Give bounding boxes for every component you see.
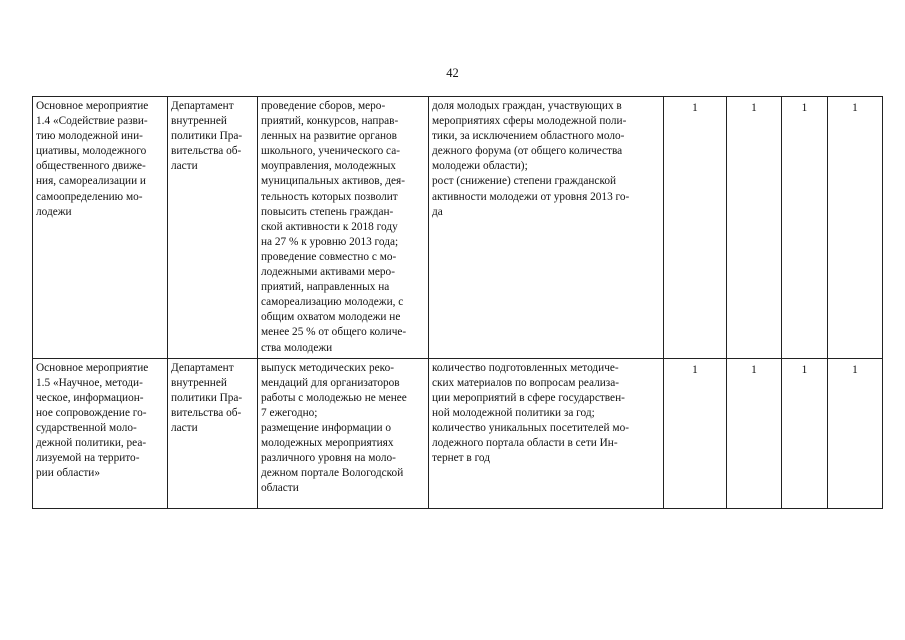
measures-table bbox=[32, 96, 883, 509]
table-row bbox=[33, 358, 883, 508]
value-cell: 1 bbox=[828, 358, 883, 508]
page-number: 42 bbox=[446, 66, 459, 80]
value-cell: 1 bbox=[782, 358, 828, 508]
executor-cell: Департамент внутренней политики Пра- вительства об- ласти bbox=[168, 358, 258, 508]
content-cell: выпуск методических реко- мендаций для организаторов работы с молодежью не менее 7 ежегодно; размещение информации о молодежных мероприятиях различного уровня на моло- дежном портале Вологодской области bbox=[258, 358, 429, 508]
indicators-cell: доля молодых граждан, участвующих в мероприятиях сферы молодежной поли- тики, за исключением областного моло- дежного форума (от общего количества молодежи области); рост (снижение) степени гражданской активности молодежи от уровня 2013 го- да bbox=[429, 97, 664, 359]
value-cell: 1 bbox=[828, 97, 883, 359]
value-cell: 1 bbox=[664, 97, 727, 359]
event-cell: Основное мероприятие 1.5 «Научное, методи- ческое, информацион- ное сопровождение го- сударственной моло- дежной политики, реа- лизуемой на террито- рии области» bbox=[33, 358, 168, 508]
content-cell: проведение сборов, меро- приятий, конкурсов, направ- ленных на развитие органов школьного, ученического са- моуправления, молодежных муниципальных активов, дея- тельность которых позволит повысить степень граждан- ской активности к 2018 году на 27 % к уровню 2013 года; проведение совместно с мо- лодежными активами меро- приятий, направленных на самореализацию молодежи, с общим охватом молодежи не менее 25 % от общего количе- ства молодежи bbox=[258, 97, 429, 359]
event-cell: Основное мероприятие 1.4 «Содействие разви- тию молодежной ини- циативы, молодежного общественного движе- ния, самореализации и самоопределению мо- лодежи bbox=[33, 97, 168, 359]
executor-cell: Департамент внутренней политики Пра- вительства об- ласти bbox=[168, 97, 258, 359]
value-cell: 1 bbox=[727, 358, 782, 508]
value-cell: 1 bbox=[664, 358, 727, 508]
table-row bbox=[33, 97, 883, 359]
indicators-cell: количество подготовленных методиче- ских материалов по вопросам реализа- ции мероприятий в сфере государствен- ной молодежной политики за год; количество уникальных посетителей мо- лодежного портала области в сети Ин- тернет в год bbox=[429, 358, 664, 508]
value-cell: 1 bbox=[782, 97, 828, 359]
value-cell: 1 bbox=[727, 97, 782, 359]
